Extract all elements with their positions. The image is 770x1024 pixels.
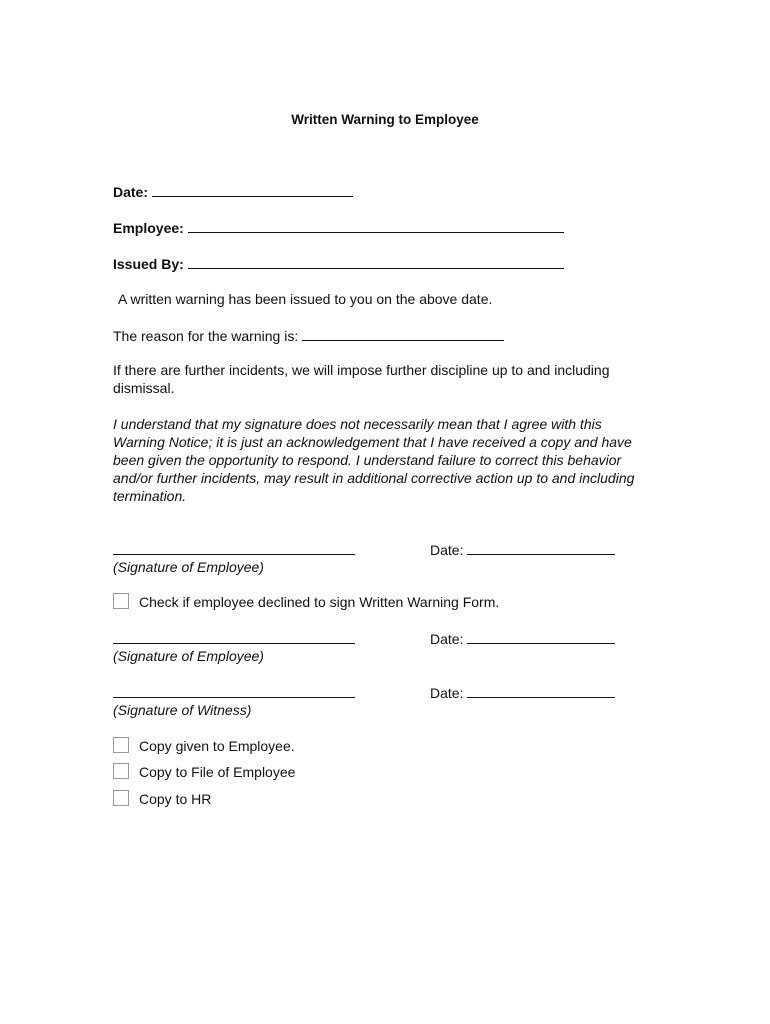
reason-blank[interactable] [302, 326, 504, 341]
employee-label: Employee: [113, 220, 184, 236]
signature-date-blank-3[interactable] [467, 683, 615, 698]
document-title: Written Warning to Employee [291, 112, 479, 127]
acknowledgement-text: I understand that my signature does not necessarily mean that I agree with this Warning Notice; it is just an acknowledgement that I have received a copy and have been given the opportunity to respond. I understand failure to correct this behavior and/or further incidents, may result in additional corrective action up to and including termination. [113, 416, 635, 504]
employee-field-row [113, 218, 564, 237]
reason-label: The reason for the warning is: [113, 328, 299, 344]
issued-by-blank[interactable] [188, 254, 564, 269]
date-field-row [113, 182, 353, 201]
copy-to-hr-checkbox[interactable] [113, 790, 129, 806]
intro-text: A written warning has been issued to you on the above date. [118, 291, 493, 307]
employee-signature-caption-2: (Signature of Employee) [113, 648, 264, 664]
further-incidents-text: If there are further incidents, we will impose further discipline up to and including dismissal. [113, 362, 610, 396]
signature-date-blank-2[interactable] [467, 629, 615, 644]
employee-signature-line-1[interactable] [113, 553, 355, 555]
employee-signature-caption-1: (Signature of Employee) [113, 559, 264, 575]
witness-signature-line[interactable] [113, 696, 355, 698]
signature-date-label-3: Date: [430, 685, 464, 701]
signature-date-row-1 [430, 540, 615, 559]
copy-to-employee-label: Copy given to Employee. [139, 738, 295, 754]
reason-row [113, 326, 504, 345]
declined-checkbox[interactable] [113, 593, 129, 609]
signature-date-blank-1[interactable] [467, 540, 615, 555]
copy-to-file-label: Copy to File of Employee [139, 764, 296, 780]
copy-to-employee-checkbox[interactable] [113, 737, 129, 753]
declined-checkbox-label: Check if employee declined to sign Written Warning Form. [139, 594, 500, 610]
date-label: Date: [113, 184, 149, 200]
date-blank[interactable] [152, 182, 353, 197]
signature-date-label-2: Date: [430, 631, 464, 647]
employee-signature-line-2[interactable] [113, 642, 355, 644]
copy-to-file-checkbox[interactable] [113, 763, 129, 779]
signature-date-row-3 [430, 683, 615, 702]
employee-blank[interactable] [188, 218, 564, 233]
copy-to-hr-label: Copy to HR [139, 791, 212, 807]
signature-date-label-1: Date: [430, 542, 464, 558]
issued-by-label: Issued By: [113, 256, 184, 272]
issued-by-field-row [113, 254, 564, 273]
signature-date-row-2 [430, 629, 615, 648]
witness-signature-caption: (Signature of Witness) [113, 702, 252, 718]
